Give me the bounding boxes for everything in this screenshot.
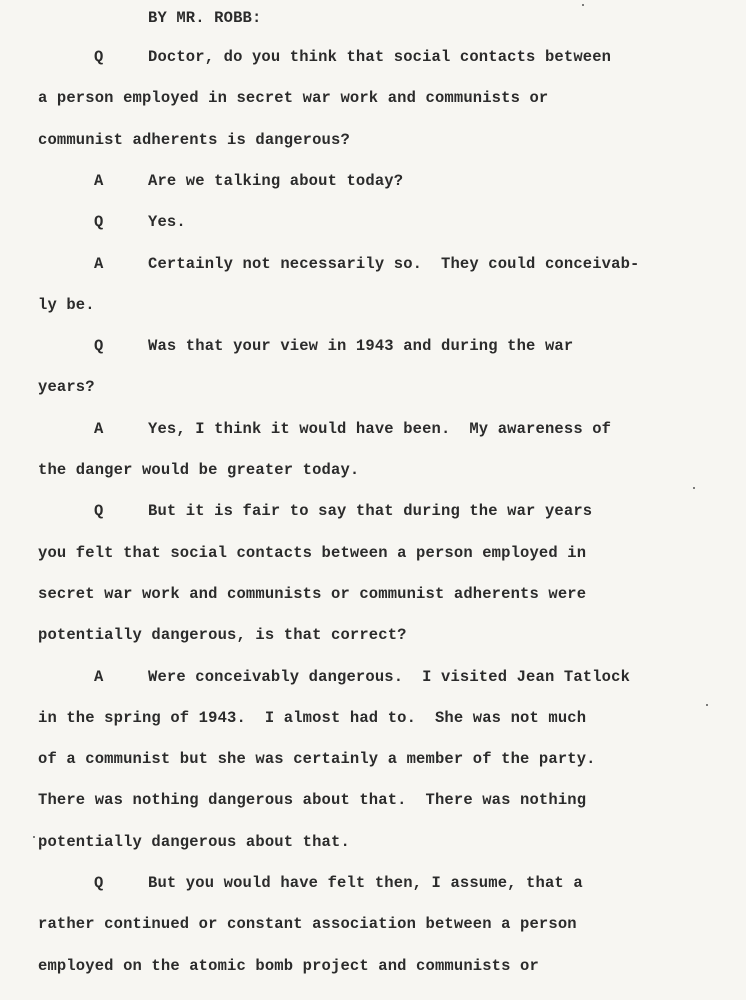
question-marker: Q (94, 502, 104, 520)
transcript-line: the danger would be greater today. (38, 461, 360, 479)
transcript-line: communist adherents is dangerous? (38, 131, 350, 149)
question-marker: Q (94, 48, 104, 66)
transcript-line: rather continued or constant association between a person (38, 915, 577, 933)
transcript-line: a person employed in secret war work and communists or (38, 89, 549, 107)
answer-marker: A (94, 668, 104, 686)
transcript-line: Certainly not necessarily so. They could conceivab- (148, 255, 640, 273)
scan-speck (582, 4, 584, 6)
transcript-line: But it is fair to say that during the war years (148, 502, 593, 520)
transcript-line: years? (38, 378, 95, 396)
question-marker: Q (94, 337, 104, 355)
transcript-line: you felt that social contacts between a person employed in (38, 544, 587, 562)
transcript-line: secret war work and communists or communist adherents were (38, 585, 587, 603)
scan-speck (706, 704, 708, 706)
answer-marker: A (94, 255, 104, 273)
transcript-line: potentially dangerous, is that correct? (38, 626, 407, 644)
answer-marker: A (94, 420, 104, 438)
question-marker: Q (94, 874, 104, 892)
transcript-line: Yes. (148, 213, 186, 231)
transcript-line: Yes, I think it would have been. My awareness of (148, 420, 612, 438)
answer-marker: A (94, 172, 104, 190)
scan-speck (33, 836, 35, 838)
transcript-line: Were conceivably dangerous. I visited Jean Tatlock (148, 668, 631, 686)
transcript-line: There was nothing dangerous about that. There was nothing (38, 791, 587, 809)
transcript-line: of a communist but she was certainly a member of the party. (38, 750, 596, 768)
transcript-line: ly be. (38, 296, 95, 314)
transcript-line: Doctor, do you think that social contacts between (148, 48, 612, 66)
transcript-line: employed on the atomic bomb project and communists or (38, 957, 539, 975)
transcript-line: in the spring of 1943. I almost had to. She was not much (38, 709, 587, 727)
transcript-line: potentially dangerous about that. (38, 833, 350, 851)
question-marker: Q (94, 213, 104, 231)
examiner-heading: BY MR. ROBB: (148, 9, 262, 27)
transcript-line: Was that your view in 1943 and during the war (148, 337, 574, 355)
transcript-line: Are we talking about today? (148, 172, 404, 190)
transcript-line: But you would have felt then, I assume, that a (148, 874, 583, 892)
scan-speck (693, 487, 695, 489)
